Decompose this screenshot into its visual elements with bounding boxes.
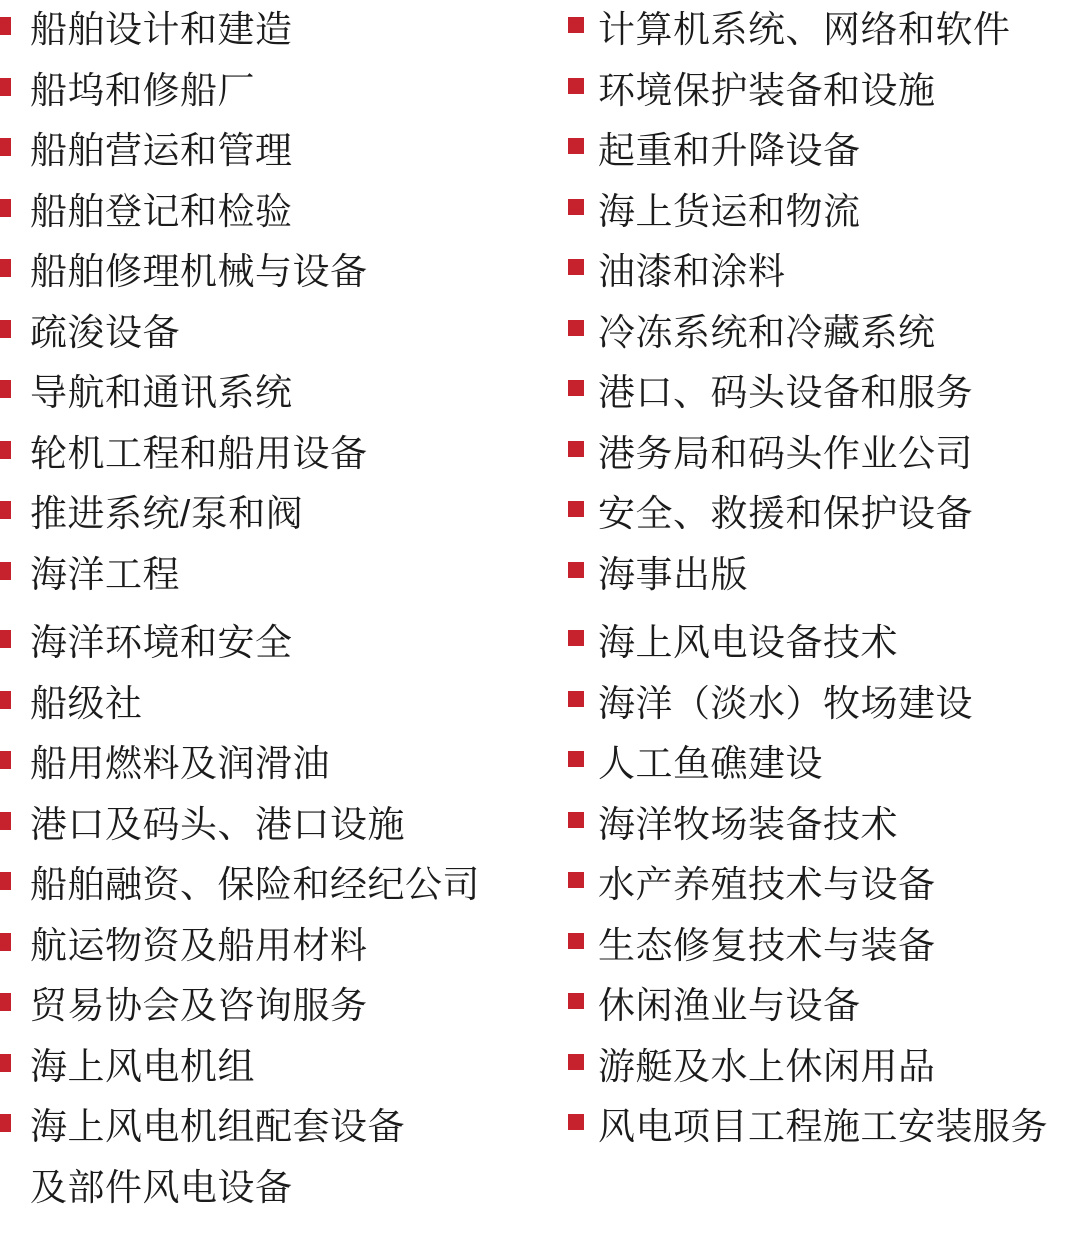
list-item-text [30,121,540,182]
category-label: 冷冻系统和冷藏系统 [598,311,936,353]
category-label: 航运物资及船用材料 [30,924,368,966]
category-label: 船级社 [30,682,143,724]
category-label: 计算机系统、网络和软件 [598,9,1011,50]
bullet-square-icon [0,78,11,96]
bullet-square-icon [0,630,11,648]
bullet-square-icon [568,199,584,215]
list-item-text [598,916,1080,977]
category-group [540,0,1080,605]
category-label: 船舶营运和管理 [30,130,293,171]
list-item [0,484,540,545]
list-item [0,1097,540,1218]
category-label: 贸易协会及咨询服务 [30,985,368,1026]
list-item [540,795,1080,856]
bullet-square-icon [568,138,584,154]
category-label: 安全、救援和保护设备 [598,493,973,534]
list-item [0,61,540,122]
bullet-square-icon [0,320,11,338]
bullet-square-icon [568,812,584,828]
list-item [0,734,540,795]
bullet-square-icon [568,259,584,275]
list-item [0,424,540,485]
category-label: 海事出版 [598,553,748,595]
category-label: 船舶登记和检验 [30,190,293,232]
list-item [0,674,540,735]
bullet-square-icon [568,78,584,94]
list-item-text [30,855,540,916]
list-item-text [598,734,1080,795]
bullet-square-icon [568,993,584,1009]
list-item-text [30,424,540,485]
list-item [540,1097,1080,1158]
list-item [0,976,540,1037]
list-item [540,1037,1080,1098]
list-item [0,242,540,303]
bullet-square-icon [568,751,584,767]
bullet-square-icon [0,199,11,217]
category-label: 港务局和码头作业公司 [598,432,973,474]
list-item [540,613,1080,674]
list-item-text [30,363,540,424]
category-label: 船舶修理机械与设备 [30,251,368,292]
bullet-square-icon [0,259,11,277]
list-item [540,976,1080,1037]
list-item-text [598,363,1080,424]
list-item-text [598,303,1080,364]
bullet-square-icon [568,1054,584,1070]
list-item-text [598,795,1080,856]
list-item-text [30,484,540,545]
category-label: 船用燃料及润滑油 [30,743,330,784]
list-item-text [598,613,1080,674]
category-label: 海洋工程 [30,553,180,595]
list-item-text [30,734,540,795]
category-label: 轮机工程和船用设备 [30,432,368,474]
list-item [540,121,1080,182]
bullet-square-icon [0,933,11,951]
bullet-square-icon [0,691,11,709]
bullet-square-icon [0,380,11,398]
category-label: 推进系统/泵和阀 [30,493,304,534]
list-item-text [598,855,1080,916]
category-label: 海上风电机组配套设备 [30,1106,405,1147]
list-item [0,182,540,243]
category-label: 导航和通讯系统 [30,372,293,413]
category-label: 海洋牧场装备技术 [598,803,898,845]
list-item [0,121,540,182]
list-item [540,242,1080,303]
list-item-text [30,976,540,1037]
list-item-text [30,1037,540,1098]
category-group [540,613,1080,1158]
list-item-text [598,61,1080,122]
list-item [540,855,1080,916]
category-label: 环境保护装备和设施 [598,69,936,111]
bullet-square-icon [568,933,584,949]
list-item [0,795,540,856]
bullet-square-icon [568,630,584,646]
category-label: 港口、码头设备和服务 [598,372,973,413]
list-item-text [598,545,1080,606]
list-item-text [30,242,540,303]
bullet-square-icon [568,872,584,888]
list-item-text [30,303,540,364]
bullet-square-icon [568,441,584,457]
list-item-text [598,1097,1080,1158]
list-item [540,424,1080,485]
bullet-square-icon [568,380,584,396]
list-item [540,303,1080,364]
list-item-text [598,1037,1080,1098]
list-item-text [30,795,540,856]
category-label: 风电项目工程施工安装服务 [598,1106,1048,1147]
category-label: 海洋（淡水）牧场建设 [598,682,973,724]
bullet-square-icon [0,501,11,519]
list-item [540,734,1080,795]
category-label: 起重和升降设备 [598,130,861,171]
bullet-square-icon [0,1054,11,1072]
bullet-square-icon [0,562,11,580]
list-item [0,613,540,674]
list-item [540,484,1080,545]
category-group [0,0,540,605]
list-item [540,674,1080,735]
bullet-square-icon [0,751,11,769]
category-column-right [540,0,1080,1245]
list-item [0,0,540,61]
list-item-text [598,424,1080,485]
list-item [0,363,540,424]
list-item [540,916,1080,977]
category-label: 人工鱼礁建设 [598,743,823,784]
list-item [0,916,540,977]
category-label: 船舶设计和建造 [30,9,293,50]
list-item-text [30,61,540,122]
category-label: 海上货运和物流 [598,190,861,232]
list-item [540,0,1080,61]
list-item [540,182,1080,243]
list-item-text [30,0,540,61]
list-item-text [30,674,540,735]
list-item-text [30,182,540,243]
bullet-square-icon [568,562,584,578]
list-item [0,855,540,916]
bullet-square-icon [0,993,11,1011]
bullet-square-icon [568,1114,584,1130]
category-label: 疏浚设备 [30,311,180,353]
category-label: 生态修复技术与装备 [598,924,936,966]
list-item-text [598,182,1080,243]
bullet-square-icon [568,691,584,707]
list-item-text [598,674,1080,735]
list-item-text [598,976,1080,1037]
list-item [540,363,1080,424]
list-item-text [598,242,1080,303]
list-item-text [30,613,540,674]
list-item-text [30,545,540,606]
list-item [0,1037,540,1098]
bullet-square-icon [0,812,11,830]
category-label: 海洋环境和安全 [30,622,293,663]
category-label: 船坞和修船厂 [30,69,255,111]
category-label: 船舶融资、保险和经纪公司 [30,864,480,905]
bullet-square-icon [568,501,584,517]
category-label: 海上风电设备技术 [598,622,898,663]
list-item-text [30,1097,540,1218]
category-label: 港口及码头、港口设施 [30,803,405,845]
list-item [540,61,1080,122]
category-label: 游艇及水上休闲用品 [598,1045,936,1087]
category-label: 休闲渔业与设备 [598,985,861,1026]
bullet-square-icon [0,441,11,459]
bullet-square-icon [0,1114,11,1132]
list-item [540,545,1080,606]
bullet-square-icon [568,320,584,336]
list-item [0,303,540,364]
category-label: 海上风电机组 [30,1045,255,1087]
category-label: 水产养殖技术与设备 [598,864,936,905]
bullet-square-icon [568,17,584,33]
bullet-square-icon [0,138,11,156]
list-item-text [598,121,1080,182]
category-group [0,613,540,1218]
bullet-square-icon [0,872,11,890]
list-item-text [598,0,1080,61]
list-item [0,545,540,606]
category-label-continuation: 及部件风电设备 [30,1166,293,1208]
category-label: 油漆和涂料 [598,251,786,292]
list-item-text [598,484,1080,545]
bullet-square-icon [0,17,11,35]
list-item-text [30,916,540,977]
